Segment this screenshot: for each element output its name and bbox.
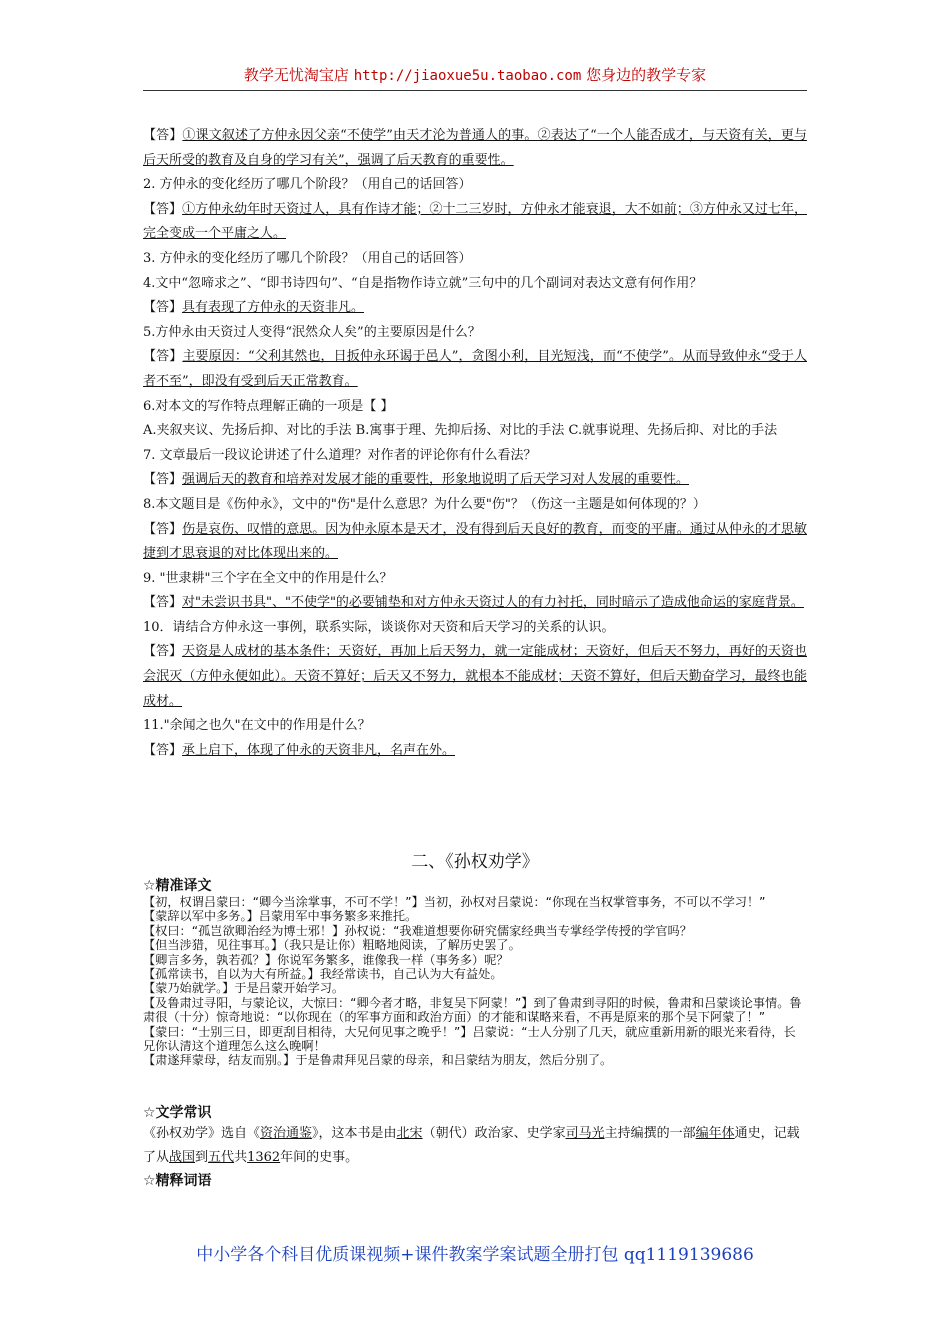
question-text: 7. 文章最后一段议论讲述了什么道理？对作者的评论你有什么看法？ bbox=[143, 447, 537, 463]
translation-line: 【蒙辞以军中多务。】吕蒙用军中事务繁多来推托。 bbox=[143, 909, 418, 924]
answer-text bbox=[143, 518, 807, 567]
translation-lines bbox=[143, 895, 807, 1068]
literature-fact: 资治通鉴 bbox=[260, 1126, 313, 1141]
answer-tag: 【答】 bbox=[143, 742, 183, 758]
translation-line: 【权曰：“孤岂欲卿治经为博士邪！】孙权说：“我难道想要你研究儒家经典当专掌经学传授的学官吗？ bbox=[143, 923, 692, 938]
question-text: 5.方仲永由天资过人变得“泯然众人矣”的主要原因是什么？ bbox=[143, 324, 481, 340]
answer-tag: 【答】 bbox=[143, 201, 183, 217]
answer-body: 承上启下，体现了仲永的天资非凡，名声在外。 bbox=[182, 742, 456, 758]
answer-body: ①方仲永幼年时天资过人，具有作诗才能；②十二三岁时，方仲永才能衰退，大不如前；③方仲永又过七年，完全变成一个平庸之人。 bbox=[143, 201, 807, 242]
header-slogan: 您身边的教学专家 bbox=[586, 66, 707, 84]
header-url[interactable]: http://jiaoxue5u.taobao.com bbox=[353, 68, 582, 84]
translation-line: 【蒙曰：“士别三日，即更刮目相待，大兄何见事之晚乎！”】吕蒙说：“士人分别了几天，就应重新用新的眼光来看待，长兄你认清这个道理怎么这么晚啊！ bbox=[143, 1024, 796, 1054]
question-text: 2. 方仲永的变化经历了哪几个阶段？（用自己的话回答） bbox=[143, 177, 472, 193]
section2-title: 二、《孙权劝学》 bbox=[411, 852, 539, 872]
translation-line: 【蒙乃始就学。】于是吕蒙开始学习。 bbox=[143, 981, 345, 996]
translation-heading: ☆精准译文 bbox=[143, 878, 212, 894]
answer-text bbox=[143, 345, 807, 394]
answer-text bbox=[143, 739, 807, 764]
literature-fact: 北宋 bbox=[396, 1126, 423, 1141]
answer-tag: 【答】 bbox=[143, 349, 183, 365]
question-text: 6.对本文的写作特点理解正确的一项是【 】 bbox=[143, 398, 394, 414]
page-footer: 中小学各个科目优质课视频+课件教案学案试题全册打包 qq1119139686 bbox=[196, 1245, 754, 1265]
literature-fact: 五代 bbox=[208, 1150, 235, 1165]
answer-text bbox=[143, 640, 807, 714]
question-text: 9. "世隶耕"三个字在全文中的作用是什么？ bbox=[143, 570, 393, 586]
translation-line: 【卿言多务，孰若孤？】你说军务繁多，谁像我一样（事务多）呢？ bbox=[143, 952, 509, 967]
literature-heading: ☆文学常识 bbox=[143, 1105, 212, 1121]
literature-text-part: 主持编撰的一部 bbox=[604, 1126, 696, 1141]
answer-text bbox=[143, 296, 807, 321]
literature-text-part: 》，这本书是由 bbox=[312, 1126, 397, 1141]
answer-body: 主要原因：“父利其然也，日扳仲永环谒于邑人”，贪图小利，目光短浅，而“不使学”。从而导致仲永“受于人者不至”，即没有受到后天正常教育。 bbox=[143, 349, 807, 389]
literature-text-part: （朝代）政治家、史学家 bbox=[422, 1126, 566, 1141]
literature-text-part: 到 bbox=[195, 1150, 209, 1165]
answer-body: 对"未尝识书具"、"不使学"的必要铺垫和对方仲永天资过人的有力衬托，同时暗示了造成他命运的家庭背景。 bbox=[182, 595, 804, 611]
question-options: A.夹叙夹议、先扬后抑、对比的手法 B.寓事于理、先抑后扬、对比的手法 C.就事说理、先扬后抑、对比的手法 bbox=[143, 423, 778, 439]
translation-line: 【肃遂拜蒙母，结友而别。】于是鲁肃拜见吕蒙的母亲，和吕蒙结为朋友，然后分别了。 bbox=[143, 1053, 613, 1068]
answer-tag: 【答】 bbox=[143, 595, 183, 611]
question-text: 8.本文题目是《伤仲永》，文中的"伤"是什么意思？为什么要"伤"？（伤这一主题是如何体现的？） bbox=[143, 496, 706, 512]
answer-body: 伤是哀伤、叹惜的意思。因为仲永原本是天才，没有得到后天良好的教育，而变的平庸。通过从仲永的才思敏捷到才思衰退的对比体现出来的。 bbox=[143, 521, 807, 562]
question-text: 10．请结合方仲永这一事例，联系实际，谈谈你对天资和后天学习的关系的认识。 bbox=[143, 619, 615, 635]
translation-line: 【但当涉猎，见往事耳。】（我只是让你）粗略地阅读，了解历史罢了。 bbox=[143, 938, 521, 953]
qa-section bbox=[143, 124, 807, 763]
literature-text-part: 共 bbox=[234, 1150, 248, 1165]
translation-line: 【初，权谓吕蒙曰：“卿今当涂掌事，不可不学！”】当初，孙权对吕蒙说：“你现在当权掌管事务，不可以不学习！” bbox=[143, 895, 766, 909]
translation-line: 【及鲁肃过寻阳，与蒙论议，大惊曰：“卿今者才略，非复吴下阿蒙！”】到了鲁肃到寻阳的时候，鲁肃和吕蒙谈论事情。鲁肃很（十分）惊奇地说：“以你现在（的军事方面和政治方面）的才能和谋略来看，不再是原来的那个吴下阿蒙了！” bbox=[143, 995, 802, 1025]
literature-fact: 战国 bbox=[169, 1150, 196, 1165]
question-text: 3. 方仲永的变化经历了哪几个阶段？（用自己的话回答） bbox=[143, 250, 472, 266]
answer-body: ①课文叙述了方仲永因父亲“不使学”由天才沦为普通人的事。②表达了“一个人能否成才，与天资有关，更与后天所受的教育及自身的学习有关”，强调了后天教育的重要性。 bbox=[143, 128, 807, 168]
answer-text bbox=[143, 591, 807, 616]
question-text: 11."余闻之也久"在文中的作用是什么？ bbox=[143, 718, 371, 734]
answer-text bbox=[143, 468, 807, 493]
answer-tag: 【答】 bbox=[143, 644, 183, 660]
translation-line: 【孤常读书，自以为大有所益。】我经常读书，自己认为大有益处。 bbox=[143, 967, 503, 982]
answer-body: 强调后天的教育和培养对发展才能的重要性，形象地说明了后天学习对人发展的重要性。 bbox=[182, 472, 690, 488]
words-heading: ☆精释词语 bbox=[143, 1173, 212, 1189]
header-shop-name: 教学无忧淘宝店 bbox=[243, 66, 349, 84]
answer-tag: 【答】 bbox=[143, 472, 183, 488]
answer-text bbox=[143, 198, 807, 247]
literature-section bbox=[143, 1104, 807, 1190]
translation-section bbox=[143, 877, 807, 1068]
answer-body: 具有表现了方仲永的天资非凡。 bbox=[182, 300, 365, 316]
literature-fact: 1362 bbox=[247, 1150, 281, 1165]
literature-text-part: 年间的史事。 bbox=[280, 1150, 359, 1165]
answer-body: 天资是人成材的基本条件；天资好，再加上后天努力，就一定能成材；天资好，但后天不努力，再好的天资也会泯灭（方仲永便如此）。天资不算好；后天又不努力，就根本不能成材；天资不算好，但后天勤奋学习，最终也能成材。 bbox=[143, 644, 807, 709]
page-header bbox=[143, 64, 807, 91]
answer-tag: 【答】 bbox=[143, 300, 183, 316]
literature-text-part: 《孙权劝学》选自《 bbox=[143, 1126, 261, 1141]
literature-text bbox=[143, 1122, 807, 1170]
answer-tag: 【答】 bbox=[143, 128, 183, 143]
literature-fact: 司马光 bbox=[565, 1126, 605, 1141]
answer-tag: 【答】 bbox=[143, 521, 183, 537]
question-text: 4.文中“忽啼求之”、“即书诗四句”、“自是指物作诗立就”三句中的几个副词对表达文意有何作用？ bbox=[143, 275, 703, 291]
literature-fact: 编年体 bbox=[695, 1126, 735, 1141]
answer-text bbox=[143, 124, 807, 173]
literature-text-part: 通史，记载了从 bbox=[143, 1126, 800, 1165]
